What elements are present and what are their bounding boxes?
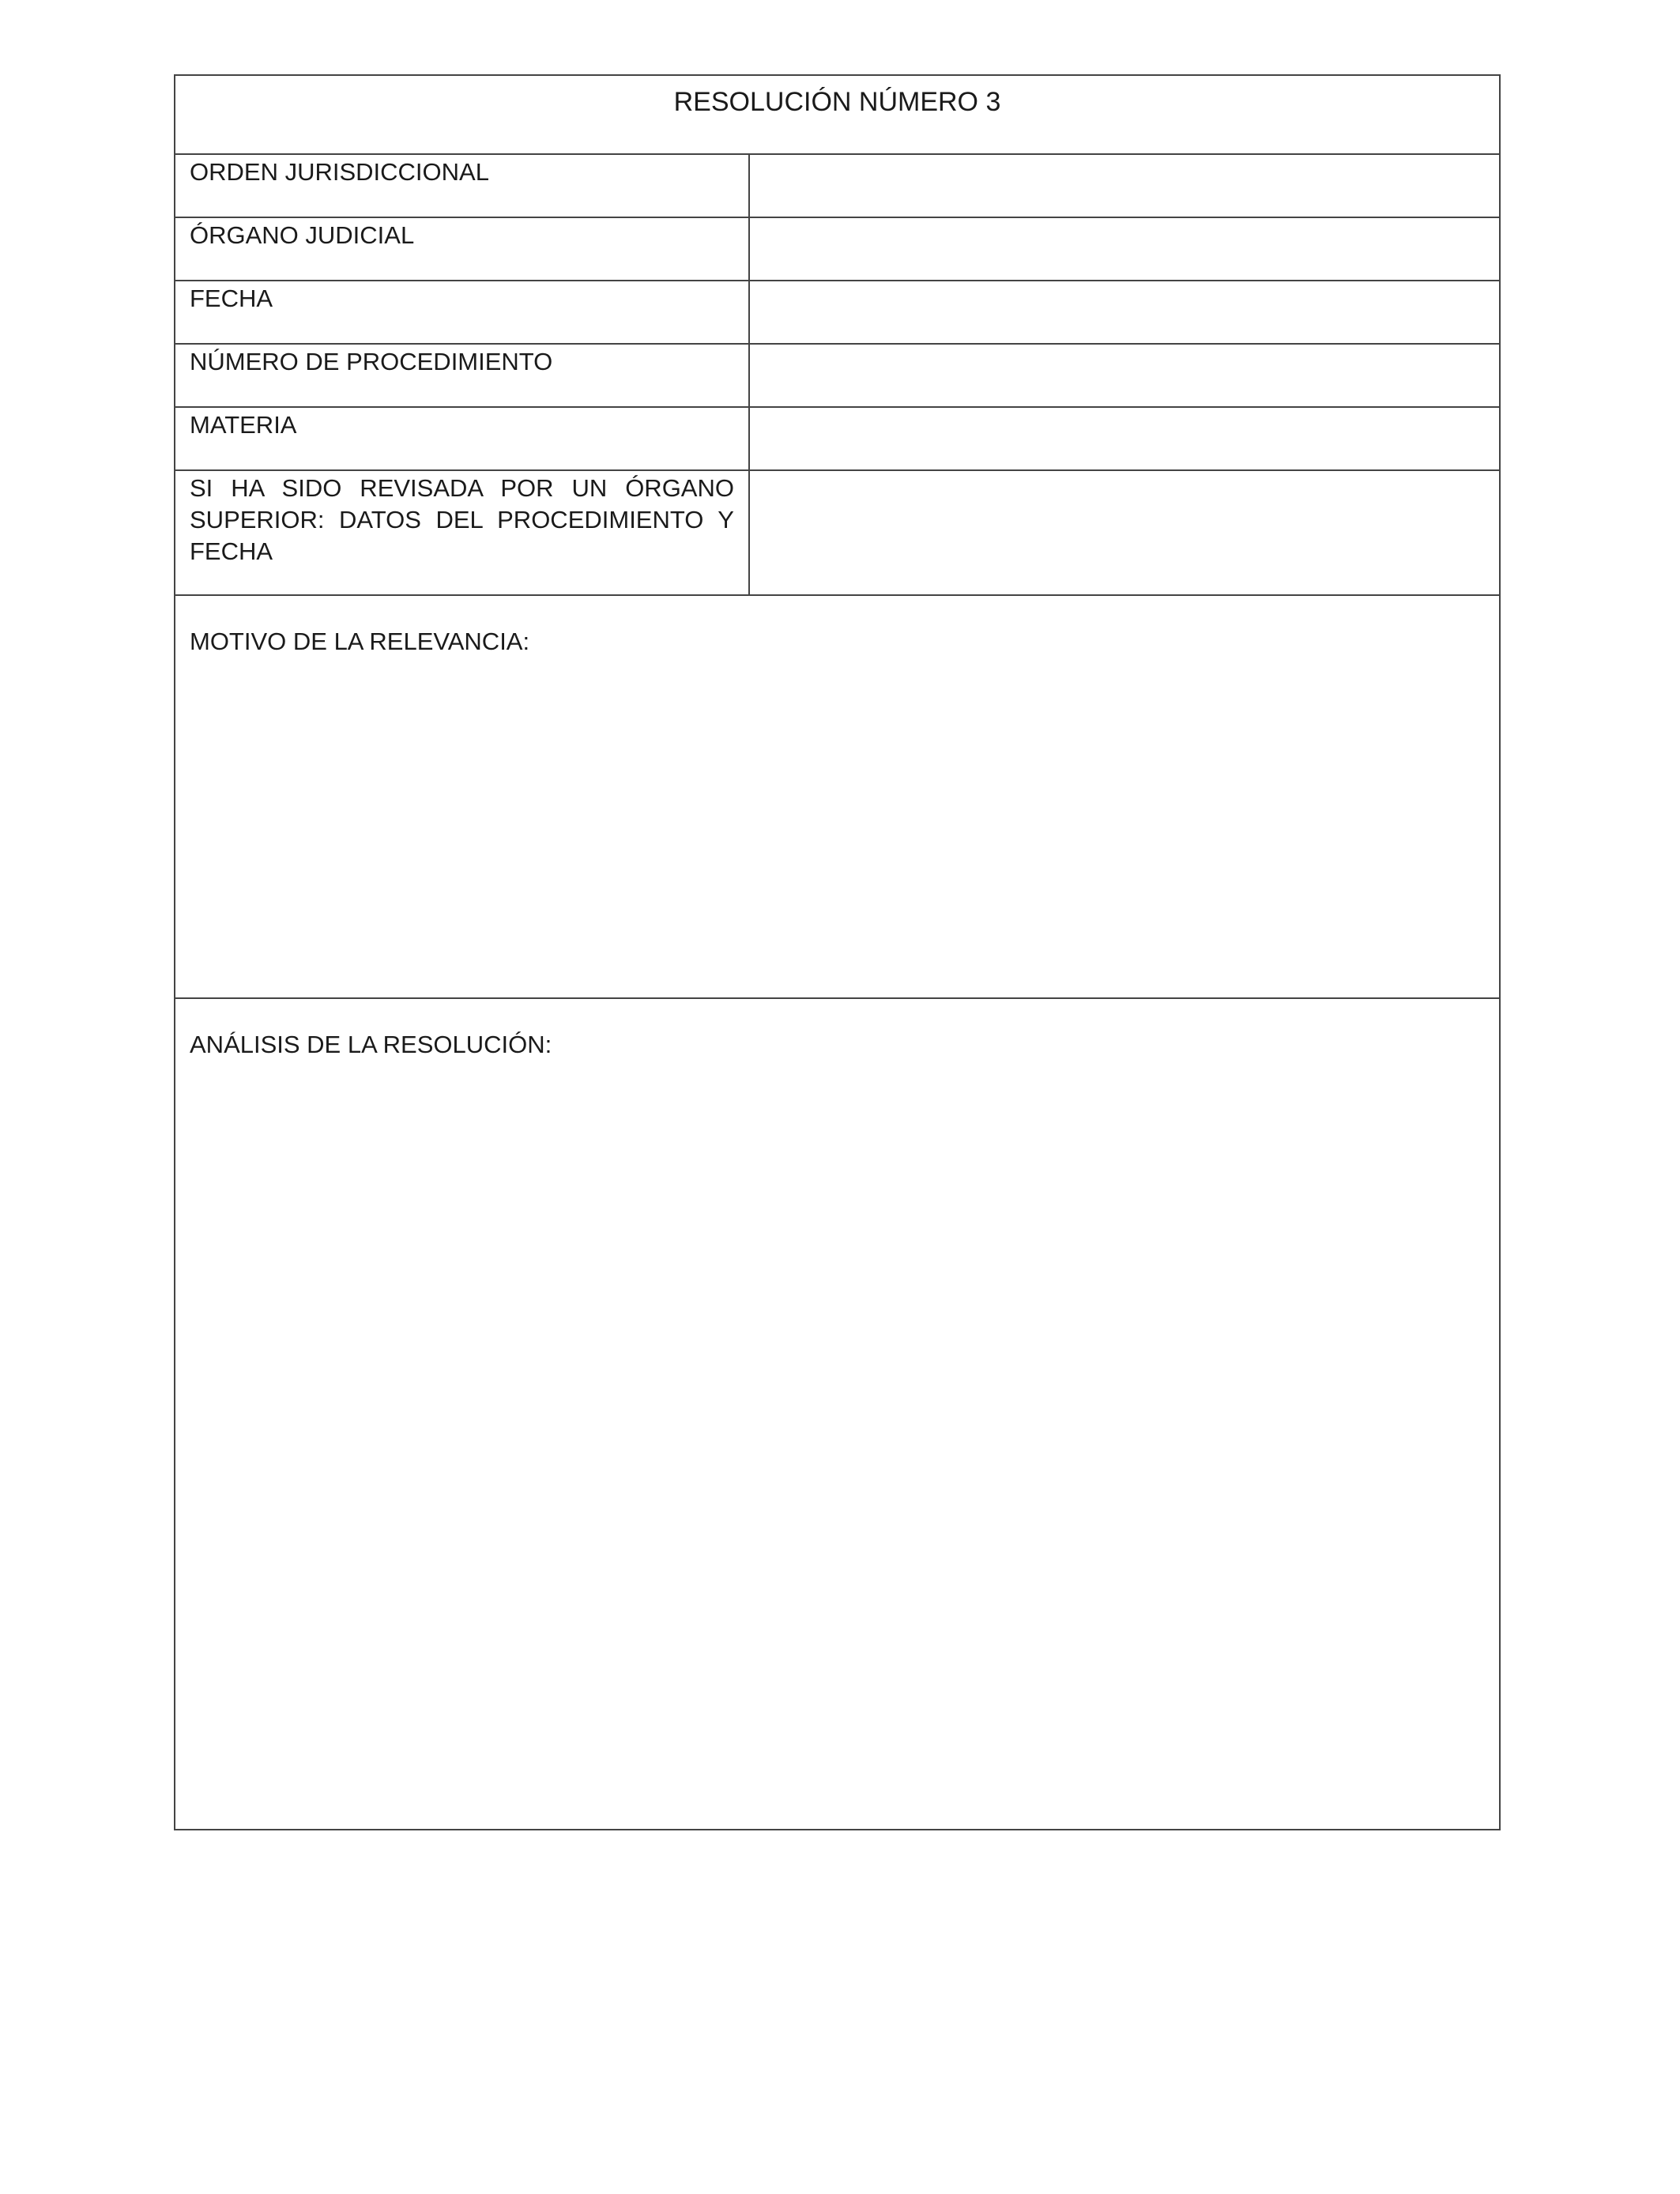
- field-label-organo-judicial: ÓRGANO JUDICIAL: [175, 218, 750, 280]
- field-row-revision-superior: [175, 471, 1499, 596]
- field-row-materia: [175, 408, 1499, 471]
- field-value-materia[interactable]: [750, 408, 1499, 469]
- resolution-form: [174, 74, 1501, 1830]
- field-label-numero-procedimiento: NÚMERO DE PROCEDIMIENTO: [175, 345, 750, 406]
- field-value-numero-procedimiento[interactable]: [750, 345, 1499, 406]
- field-label-orden-jurisdiccional: ORDEN JURISDICCIONAL: [175, 155, 750, 217]
- field-value-fecha[interactable]: [750, 281, 1499, 343]
- field-row-numero-procedimiento: [175, 345, 1499, 408]
- field-label-fecha: FECHA: [175, 281, 750, 343]
- field-value-organo-judicial[interactable]: [750, 218, 1499, 280]
- field-label-revision-superior: SI HA SIDO REVISADA POR UN ÓRGANO SUPERIOR: DATOS DEL PROCEDIMIENTO Y FECHA: [175, 471, 750, 594]
- relevance-section: [175, 596, 1499, 999]
- field-row-orden-jurisdiccional: [175, 155, 1499, 218]
- field-row-organo-judicial: [175, 218, 1499, 281]
- relevance-text-area[interactable]: [175, 667, 1499, 997]
- form-title: RESOLUCIÓN NÚMERO 3: [175, 76, 1499, 155]
- analysis-section: [175, 999, 1499, 1829]
- field-value-revision-superior[interactable]: [750, 471, 1499, 594]
- analysis-label: ANÁLISIS DE LA RESOLUCIÓN:: [190, 1031, 552, 1058]
- analysis-text-area[interactable]: [175, 1070, 1499, 1829]
- field-value-orden-jurisdiccional[interactable]: [750, 155, 1499, 217]
- field-label-materia: MATERIA: [175, 408, 750, 469]
- relevance-label: MOTIVO DE LA RELEVANCIA:: [190, 628, 530, 655]
- field-row-fecha: [175, 281, 1499, 345]
